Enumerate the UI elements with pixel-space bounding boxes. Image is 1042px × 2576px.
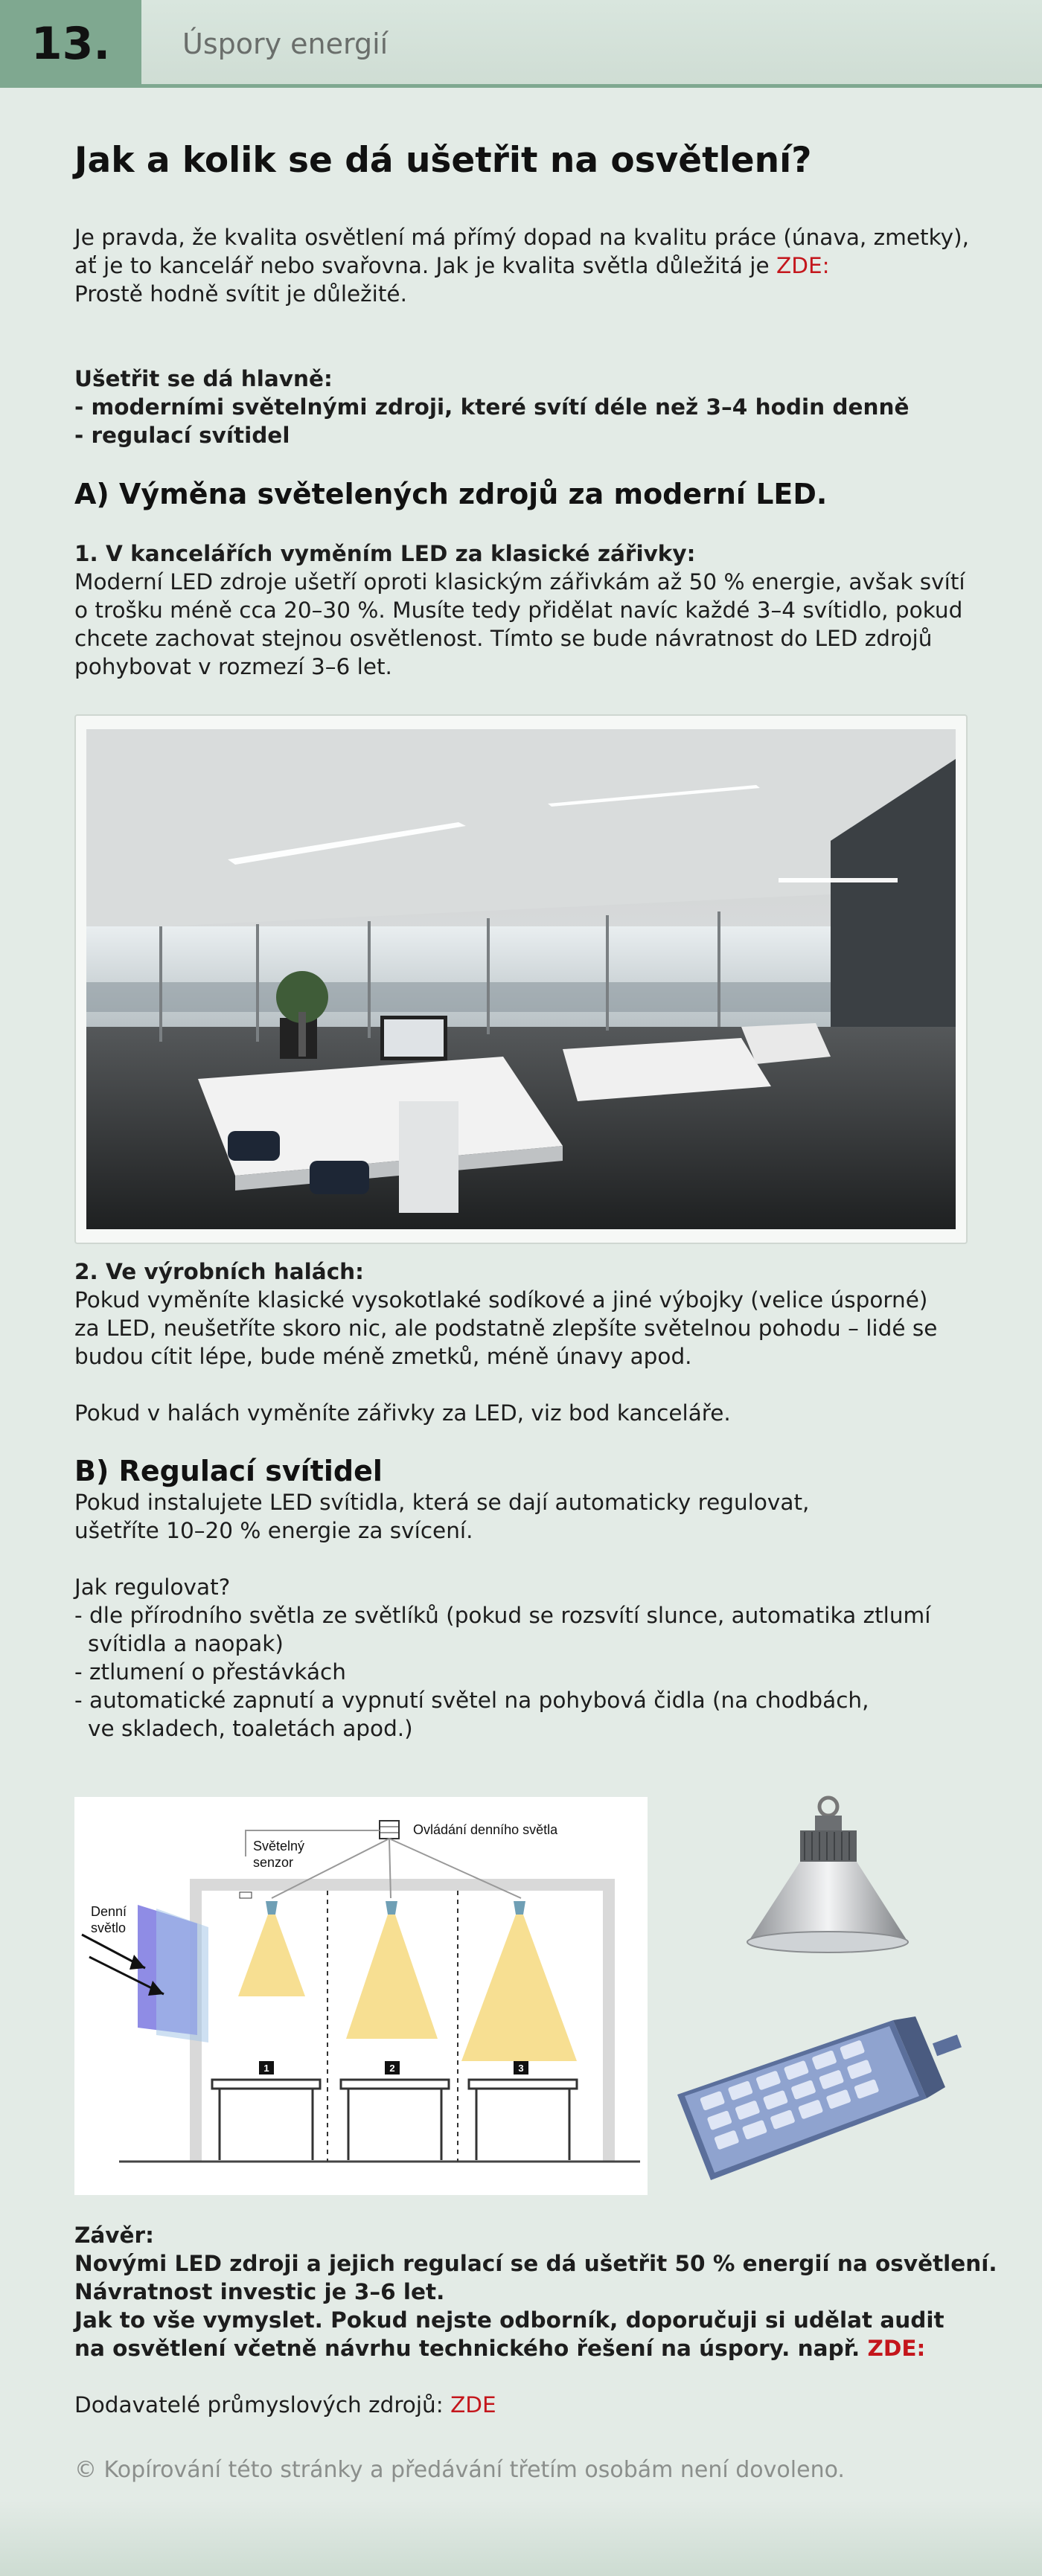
- savings-item: - regulací svítidel: [74, 423, 290, 448]
- conclusion: [74, 2221, 997, 2362]
- office-photo: [86, 729, 956, 1229]
- conclusion-line: Novými LED zdroji a jejich regulací se dá ušetřit 50 % energií na osvětlení.: [74, 2251, 997, 2276]
- how-item: - dle přírodního světla ze světlíků (pokud se rozsvítí slunce, automatika ztlumí: [74, 1603, 931, 1628]
- how-item: ve skladech, toaletách apod.): [88, 1716, 413, 1741]
- zde-link-quality[interactable]: ZDE:: [776, 253, 830, 278]
- conclusion-line: na osvětlení včetně návrhu technického řešení na úspory. např. ZDE:: [74, 2336, 926, 2361]
- offices-line: o trošku méně cca 20–30 %. Musíte tedy přidělat navíc každé 3–4 svítidlo, pokud: [74, 597, 963, 623]
- regulation-line: Pokud instalujete LED svítidla, která se dají automaticky regulovat,: [74, 1490, 810, 1515]
- daylight-diagram-svg: [74, 1797, 648, 2195]
- how-heading: Jak regulovat?: [74, 1574, 231, 1600]
- halls-heading: 2. Ve výrobních halách:: [74, 1259, 364, 1284]
- how-item: svítidla a naopak): [88, 1631, 284, 1656]
- halls-extra: Pokud v halách vyměníte zářivky za LED, viz bod kanceláře.: [74, 1400, 731, 1426]
- control-label: Ovládání denního světla: [413, 1822, 558, 1837]
- offices-line: chcete zachovat stejnou osvětlenost. Tímto se bude návratnost do LED zdrojů: [74, 626, 933, 651]
- daylight-label: světlo: [91, 1920, 127, 1935]
- halls-line: Pokud vyměníte klasické vysokotlaké sodíkové a jiné výbojky (velice úsporné): [74, 1287, 928, 1313]
- zone-number: 1: [263, 2063, 269, 2074]
- section-a-offices: [74, 539, 965, 681]
- zone-number: 2: [389, 2063, 395, 2074]
- chapter-number: 13.: [0, 0, 141, 88]
- chapter-title: Úspory energií: [182, 28, 389, 60]
- intro-line-2: ať je to kancelář nebo svařovna. Jak je kvalita světla důležitá je ZDE:: [74, 253, 830, 278]
- conclusion-line: Návratnost investic je 3–6 let.: [74, 2279, 445, 2304]
- intro-line-1: Je pravda, že kvalita osvětlení má přímý dopad na kvalitu práce (únava, zmetky),: [74, 225, 969, 250]
- section-a-heading: A) Výměna světelených zdrojů za moderní LED.: [74, 478, 828, 510]
- conclusion-heading: Závěr:: [74, 2223, 154, 2248]
- zone-number: 3: [518, 2063, 524, 2074]
- section-b-text: [74, 1488, 930, 1743]
- savings-list: [74, 365, 909, 449]
- savings-heading: Ušetřit se dá hlavně:: [74, 366, 333, 391]
- conclusion-line: Jak to vše vymyslet. Pokud nejste odborník, doporučuji si udělat audit: [74, 2307, 944, 2333]
- daylight-control-diagram: [74, 1797, 648, 2195]
- luminaire-icons: [266, 1901, 525, 1915]
- zde-link-suppliers[interactable]: ZDE: [450, 2392, 496, 2418]
- sensor-label: Světelný: [253, 1839, 305, 1853]
- zde-link-audit[interactable]: ZDE:: [867, 2336, 926, 2361]
- offices-line: pohybovat v rozmezí 3–6 let.: [74, 654, 392, 679]
- high-bay-lamp-image: [741, 1793, 915, 1961]
- sensor-label: senzor: [253, 1855, 294, 1870]
- regulation-line: ušetříte 10–20 % energie za svícení.: [74, 1518, 473, 1543]
- bottom-band: [0, 2500, 1042, 2576]
- office-illustration: [86, 729, 956, 1229]
- daylight-label: Denní: [91, 1904, 127, 1919]
- halls-line: budou cítit lépe, bude méně zmetků, méně únavy apod.: [74, 1344, 692, 1369]
- led-floodlight-image: [670, 2013, 968, 2195]
- offices-heading: 1. V kancelářích vyměním LED za klasické zářivky:: [74, 541, 696, 566]
- how-item: - automatické zapnutí a vypnutí světel na pohybová čidla (na chodbách,: [74, 1688, 869, 1713]
- halls-line: za LED, neušetříte skoro nic, ale podstatně zlepšíte světelnou pohodu – lidé se: [74, 1316, 938, 1341]
- how-item: - ztlumení o přestávkách: [74, 1659, 346, 1685]
- savings-item: - moderními světelnými zdroji, které svítí déle než 3–4 hodin denně: [74, 394, 910, 420]
- suppliers-line: Dodavatelé průmyslových zdrojů: ZDE: [74, 2392, 496, 2418]
- intro-line-3: Prostě hodně svítit je důležité.: [74, 281, 407, 307]
- intro-paragraph: [74, 223, 969, 308]
- high-bay-lamp-icon: [741, 1793, 915, 1961]
- offices-line: Moderní LED zdroje ušetří oproti klasickým zářivkám až 50 % energie, avšak svítí: [74, 569, 965, 595]
- light-sensor-icon: [240, 1892, 252, 1898]
- led-floodlight-icon: [670, 2013, 968, 2195]
- office-photo-frame: [74, 714, 968, 1244]
- page-title: Jak a kolik se dá ušetřit na osvětlení?: [74, 140, 812, 181]
- section-a-halls: [74, 1257, 937, 1427]
- section-b-heading: B) Regulací svítidel: [74, 1455, 383, 1487]
- copyright-note: © Kopírování této stránky a předávání třetím osobám není dovoleno.: [74, 2457, 845, 2483]
- page-header: [0, 0, 1042, 88]
